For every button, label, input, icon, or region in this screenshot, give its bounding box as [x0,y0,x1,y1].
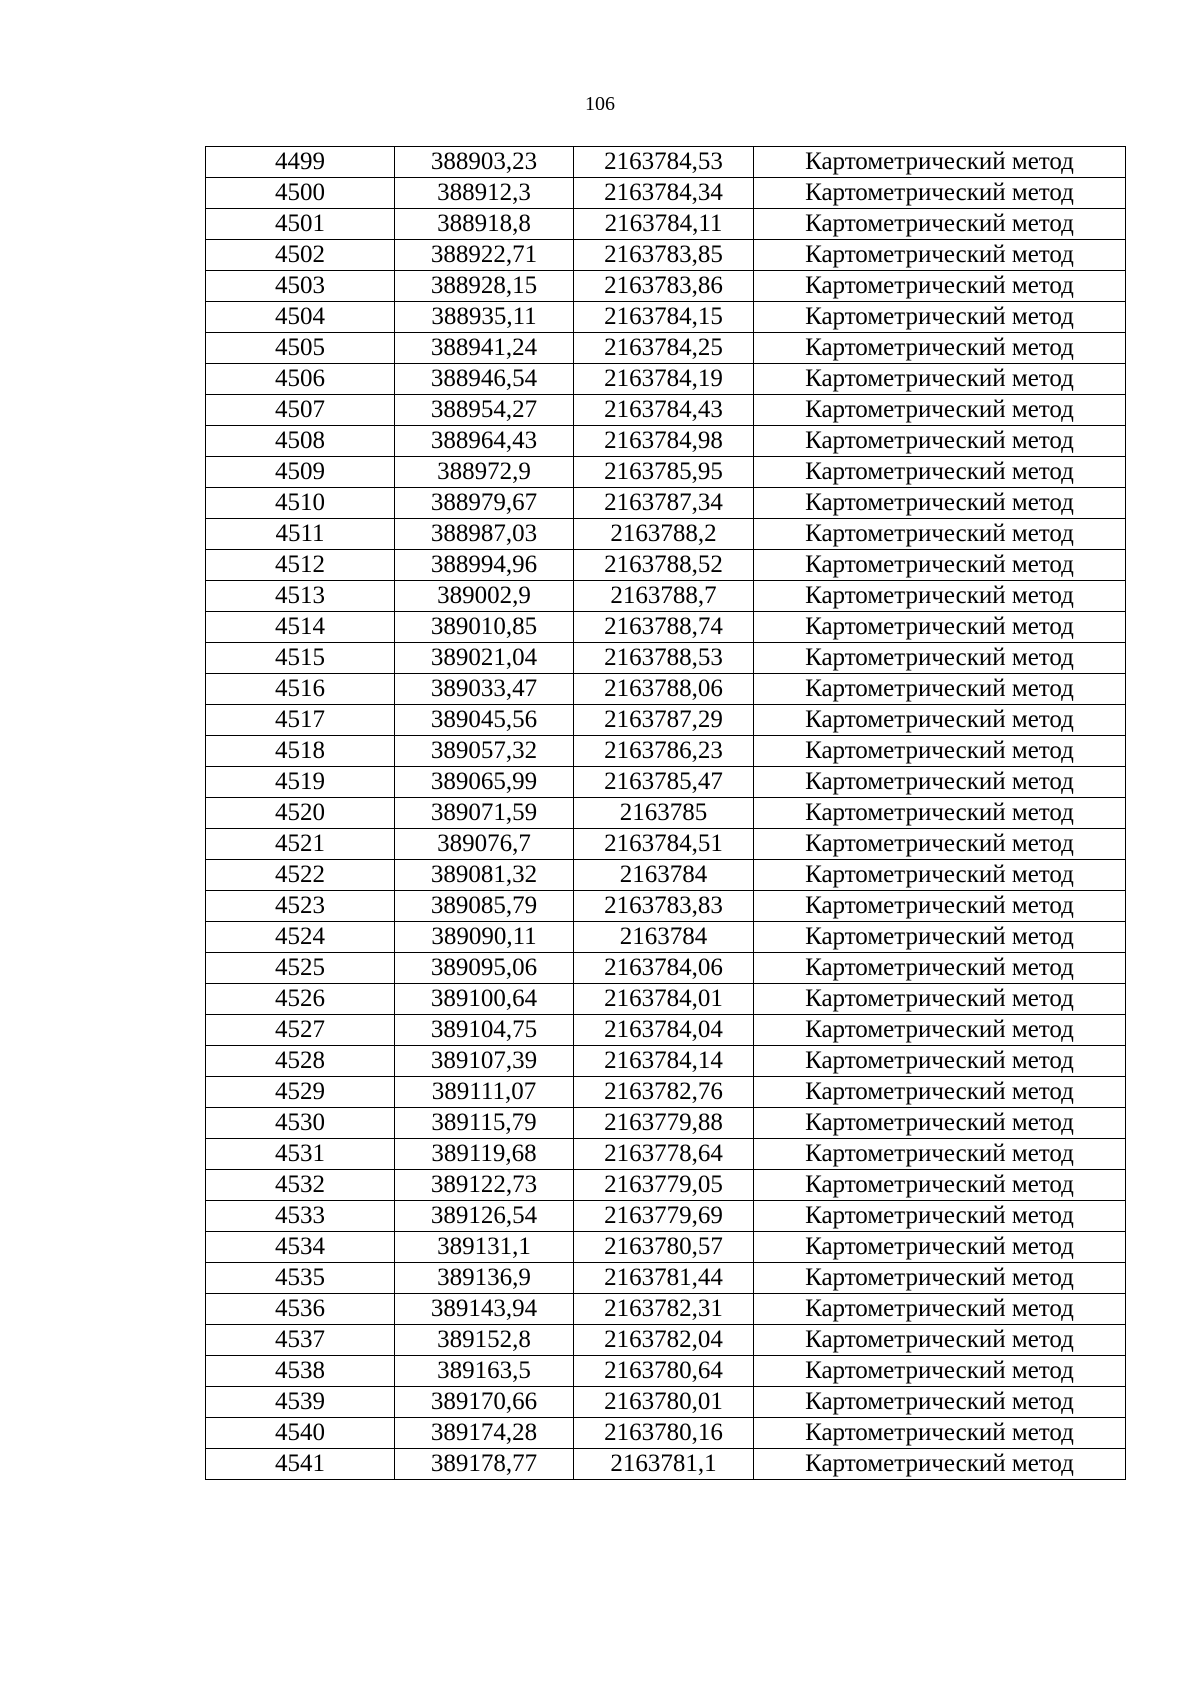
point-number-cell: 4532 [206,1170,395,1201]
point-number-cell: 4501 [206,209,395,240]
table-row [206,178,1126,209]
x-coordinate-cell: 389122,73 [395,1170,574,1201]
y-coordinate-cell: 2163787,29 [574,705,754,736]
y-coordinate-cell: 2163782,04 [574,1325,754,1356]
y-coordinate-cell: 2163784,53 [574,147,754,178]
point-number-cell: 4535 [206,1263,395,1294]
table-row [206,798,1126,829]
table-row [206,581,1126,612]
x-coordinate-cell: 388912,3 [395,178,574,209]
x-coordinate-cell: 389095,06 [395,953,574,984]
x-coordinate-cell: 389143,94 [395,1294,574,1325]
coordinates-table [205,146,1126,1480]
point-number-cell: 4510 [206,488,395,519]
table-row [206,364,1126,395]
method-cell: Картометрический метод [754,829,1126,860]
y-coordinate-cell: 2163784,06 [574,953,754,984]
table-row [206,1325,1126,1356]
table-row [206,674,1126,705]
point-number-cell: 4506 [206,364,395,395]
table-row [206,1418,1126,1449]
point-number-cell: 4536 [206,1294,395,1325]
y-coordinate-cell: 2163786,23 [574,736,754,767]
point-number-cell: 4541 [206,1449,395,1480]
x-coordinate-cell: 389111,07 [395,1077,574,1108]
y-coordinate-cell: 2163784,25 [574,333,754,364]
point-number-cell: 4527 [206,1015,395,1046]
point-number-cell: 4519 [206,767,395,798]
x-coordinate-cell: 389002,9 [395,581,574,612]
method-cell: Картометрический метод [754,1387,1126,1418]
table-row [206,147,1126,178]
point-number-cell: 4502 [206,240,395,271]
method-cell: Картометрический метод [754,1356,1126,1387]
point-number-cell: 4534 [206,1232,395,1263]
table-row [206,302,1126,333]
y-coordinate-cell: 2163788,06 [574,674,754,705]
y-coordinate-cell: 2163784,11 [574,209,754,240]
x-coordinate-cell: 389065,99 [395,767,574,798]
point-number-cell: 4533 [206,1201,395,1232]
x-coordinate-cell: 389045,56 [395,705,574,736]
point-number-cell: 4524 [206,922,395,953]
x-coordinate-cell: 389081,32 [395,860,574,891]
point-number-cell: 4526 [206,984,395,1015]
y-coordinate-cell: 2163781,44 [574,1263,754,1294]
method-cell: Картометрический метод [754,364,1126,395]
table-row [206,240,1126,271]
point-number-cell: 4499 [206,147,395,178]
method-cell: Картометрический метод [754,922,1126,953]
y-coordinate-cell: 2163784,19 [574,364,754,395]
x-coordinate-cell: 389174,28 [395,1418,574,1449]
point-number-cell: 4500 [206,178,395,209]
table-row [206,1356,1126,1387]
point-number-cell: 4508 [206,426,395,457]
method-cell: Картометрический метод [754,612,1126,643]
method-cell: Картометрический метод [754,767,1126,798]
point-number-cell: 4525 [206,953,395,984]
table-row [206,829,1126,860]
y-coordinate-cell: 2163781,1 [574,1449,754,1480]
table-row [206,1387,1126,1418]
table-row [206,643,1126,674]
y-coordinate-cell: 2163778,64 [574,1139,754,1170]
point-number-cell: 4540 [206,1418,395,1449]
table-row [206,1449,1126,1480]
point-number-cell: 4516 [206,674,395,705]
y-coordinate-cell: 2163788,2 [574,519,754,550]
point-number-cell: 4507 [206,395,395,426]
table-row [206,209,1126,240]
method-cell: Картометрический метод [754,643,1126,674]
method-cell: Картометрический метод [754,860,1126,891]
point-number-cell: 4531 [206,1139,395,1170]
method-cell: Картометрический метод [754,426,1126,457]
table-row [206,395,1126,426]
y-coordinate-cell: 2163783,83 [574,891,754,922]
y-coordinate-cell: 2163784 [574,922,754,953]
x-coordinate-cell: 389136,9 [395,1263,574,1294]
x-coordinate-cell: 389115,79 [395,1108,574,1139]
x-coordinate-cell: 389131,1 [395,1232,574,1263]
x-coordinate-cell: 389170,66 [395,1387,574,1418]
y-coordinate-cell: 2163784,43 [574,395,754,426]
method-cell: Картометрический метод [754,240,1126,271]
x-coordinate-cell: 389033,47 [395,674,574,705]
method-cell: Картометрический метод [754,519,1126,550]
point-number-cell: 4539 [206,1387,395,1418]
point-number-cell: 4520 [206,798,395,829]
method-cell: Картометрический метод [754,891,1126,922]
x-coordinate-cell: 388928,15 [395,271,574,302]
x-coordinate-cell: 389076,7 [395,829,574,860]
method-cell: Картометрический метод [754,333,1126,364]
x-coordinate-cell: 389071,59 [395,798,574,829]
x-coordinate-cell: 389085,79 [395,891,574,922]
method-cell: Картометрический метод [754,798,1126,829]
y-coordinate-cell: 2163784,15 [574,302,754,333]
y-coordinate-cell: 2163788,53 [574,643,754,674]
x-coordinate-cell: 389021,04 [395,643,574,674]
point-number-cell: 4528 [206,1046,395,1077]
y-coordinate-cell: 2163783,85 [574,240,754,271]
table-row [206,1108,1126,1139]
method-cell: Картометрический метод [754,209,1126,240]
y-coordinate-cell: 2163788,74 [574,612,754,643]
table-row [206,736,1126,767]
table-row [206,953,1126,984]
table-row [206,767,1126,798]
x-coordinate-cell: 389090,11 [395,922,574,953]
x-coordinate-cell: 389057,32 [395,736,574,767]
table-row [206,612,1126,643]
x-coordinate-cell: 388994,96 [395,550,574,581]
x-coordinate-cell: 388987,03 [395,519,574,550]
method-cell: Картометрический метод [754,147,1126,178]
method-cell: Картометрический метод [754,953,1126,984]
method-cell: Картометрический метод [754,984,1126,1015]
table-row [206,333,1126,364]
point-number-cell: 4521 [206,829,395,860]
x-coordinate-cell: 388979,67 [395,488,574,519]
table-row [206,426,1126,457]
y-coordinate-cell: 2163785 [574,798,754,829]
y-coordinate-cell: 2163784,14 [574,1046,754,1077]
y-coordinate-cell: 2163780,16 [574,1418,754,1449]
point-number-cell: 4538 [206,1356,395,1387]
method-cell: Картометрический метод [754,178,1126,209]
point-number-cell: 4530 [206,1108,395,1139]
table-row [206,1015,1126,1046]
point-number-cell: 4509 [206,457,395,488]
x-coordinate-cell: 388935,11 [395,302,574,333]
point-number-cell: 4523 [206,891,395,922]
y-coordinate-cell: 2163784 [574,860,754,891]
point-number-cell: 4514 [206,612,395,643]
point-number-cell: 4515 [206,643,395,674]
y-coordinate-cell: 2163780,01 [574,1387,754,1418]
method-cell: Картометрический метод [754,674,1126,705]
point-number-cell: 4513 [206,581,395,612]
y-coordinate-cell: 2163784,01 [574,984,754,1015]
table-row [206,705,1126,736]
method-cell: Картометрический метод [754,550,1126,581]
x-coordinate-cell: 388922,71 [395,240,574,271]
point-number-cell: 4504 [206,302,395,333]
method-cell: Картометрический метод [754,1170,1126,1201]
method-cell: Картометрический метод [754,1077,1126,1108]
y-coordinate-cell: 2163779,88 [574,1108,754,1139]
table-row [206,457,1126,488]
point-number-cell: 4529 [206,1077,395,1108]
point-number-cell: 4503 [206,271,395,302]
x-coordinate-cell: 389100,64 [395,984,574,1015]
y-coordinate-cell: 2163784,51 [574,829,754,860]
y-coordinate-cell: 2163782,76 [574,1077,754,1108]
table-row [206,922,1126,953]
x-coordinate-cell: 389178,77 [395,1449,574,1480]
table-row [206,1170,1126,1201]
y-coordinate-cell: 2163787,34 [574,488,754,519]
table-row [206,1077,1126,1108]
method-cell: Картометрический метод [754,395,1126,426]
table-row [206,1046,1126,1077]
method-cell: Картометрический метод [754,705,1126,736]
y-coordinate-cell: 2163788,7 [574,581,754,612]
table-row [206,1139,1126,1170]
x-coordinate-cell: 389152,8 [395,1325,574,1356]
method-cell: Картометрический метод [754,1294,1126,1325]
point-number-cell: 4511 [206,519,395,550]
x-coordinate-cell: 388964,43 [395,426,574,457]
table-row [206,1232,1126,1263]
point-number-cell: 4517 [206,705,395,736]
y-coordinate-cell: 2163785,95 [574,457,754,488]
point-number-cell: 4537 [206,1325,395,1356]
x-coordinate-cell: 388954,27 [395,395,574,426]
y-coordinate-cell: 2163779,05 [574,1170,754,1201]
method-cell: Картометрический метод [754,1263,1126,1294]
y-coordinate-cell: 2163788,52 [574,550,754,581]
table-row [206,1201,1126,1232]
method-cell: Картометрический метод [754,1139,1126,1170]
y-coordinate-cell: 2163784,98 [574,426,754,457]
method-cell: Картометрический метод [754,1325,1126,1356]
x-coordinate-cell: 389107,39 [395,1046,574,1077]
table-row [206,1263,1126,1294]
table-row [206,860,1126,891]
table-row [206,519,1126,550]
method-cell: Картометрический метод [754,271,1126,302]
y-coordinate-cell: 2163785,47 [574,767,754,798]
page-number: 106 [585,93,615,115]
method-cell: Картометрический метод [754,302,1126,333]
method-cell: Картометрический метод [754,1418,1126,1449]
x-coordinate-cell: 388946,54 [395,364,574,395]
method-cell: Картометрический метод [754,1046,1126,1077]
point-number-cell: 4512 [206,550,395,581]
x-coordinate-cell: 389010,85 [395,612,574,643]
x-coordinate-cell: 388972,9 [395,457,574,488]
x-coordinate-cell: 389104,75 [395,1015,574,1046]
y-coordinate-cell: 2163779,69 [574,1201,754,1232]
method-cell: Картометрический метод [754,1201,1126,1232]
table-row [206,984,1126,1015]
x-coordinate-cell: 389163,5 [395,1356,574,1387]
x-coordinate-cell: 388941,24 [395,333,574,364]
method-cell: Картометрический метод [754,457,1126,488]
y-coordinate-cell: 2163783,86 [574,271,754,302]
table-row [206,271,1126,302]
method-cell: Картометрический метод [754,488,1126,519]
coordinates-table-body [206,147,1126,1480]
method-cell: Картометрический метод [754,581,1126,612]
y-coordinate-cell: 2163780,57 [574,1232,754,1263]
y-coordinate-cell: 2163784,04 [574,1015,754,1046]
x-coordinate-cell: 389119,68 [395,1139,574,1170]
method-cell: Картометрический метод [754,1015,1126,1046]
method-cell: Картометрический метод [754,1449,1126,1480]
y-coordinate-cell: 2163784,34 [574,178,754,209]
method-cell: Картометрический метод [754,1108,1126,1139]
y-coordinate-cell: 2163780,64 [574,1356,754,1387]
method-cell: Картометрический метод [754,1232,1126,1263]
point-number-cell: 4518 [206,736,395,767]
y-coordinate-cell: 2163782,31 [574,1294,754,1325]
point-number-cell: 4505 [206,333,395,364]
table-row [206,488,1126,519]
table-row [206,1294,1126,1325]
point-number-cell: 4522 [206,860,395,891]
x-coordinate-cell: 388903,23 [395,147,574,178]
table-row [206,550,1126,581]
x-coordinate-cell: 388918,8 [395,209,574,240]
table-row [206,891,1126,922]
method-cell: Картометрический метод [754,736,1126,767]
x-coordinate-cell: 389126,54 [395,1201,574,1232]
